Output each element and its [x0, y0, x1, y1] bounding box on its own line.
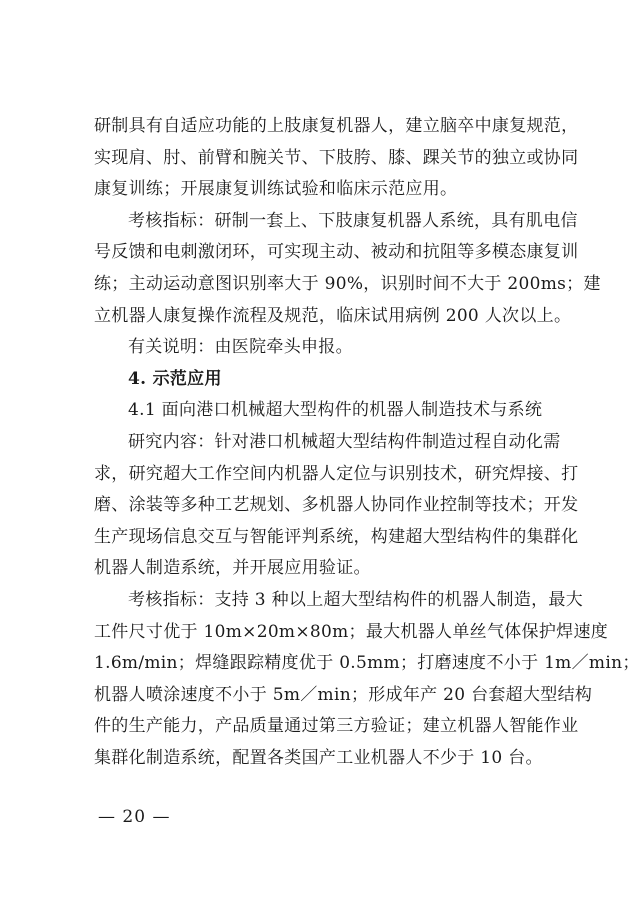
- text-line: 生产现场信息交互与智能评判系统，构建超大型结构件的集群化: [94, 526, 579, 547]
- text-line: 机器人制造系统，并开展应用验证。: [94, 558, 371, 579]
- text-line: 号反馈和电刺激闭环，可实现主动、被动和抗阻等多模态康复训: [94, 242, 579, 263]
- text-line: 考核指标：研制一套上、下肢康复机器人系统，具有肌电信: [128, 210, 578, 231]
- text-line: 件的生产能力，产品质量通过第三方验证；建立机器人智能作业: [94, 716, 579, 737]
- section-heading: 4. 示范应用: [128, 368, 222, 389]
- text-line: 磨、涂装等多种工艺规划、多机器人协同作业控制等技术；开发: [94, 495, 579, 516]
- subsection-heading: 4.1 面向港口机械超大型构件的机器人制造技术与系统: [128, 400, 543, 421]
- text-line: 集群化制造系统，配置各类国产工业机器人不少于 10 台。: [94, 747, 543, 768]
- text-line: 求，研究超大工作空间内机器人定位与识别技术，研究焊接、打: [94, 463, 579, 484]
- text-line: 立机器人康复操作流程及规范，临床试用病例 200 人次以上。: [94, 305, 572, 326]
- text-line: 机器人喷涂速度不小于 5m／min；形成年产 20 台套超大型结构: [94, 684, 593, 705]
- text-line: 考核指标：支持 3 种以上超大型结构件的机器人制造，最大: [128, 589, 584, 610]
- text-line: 研制具有自适应功能的上肢康复机器人，建立脑卒中康复规范，: [94, 116, 579, 136]
- text-line: 实现肩、肘、前臂和腕关节、下肢胯、膝、踝关节的独立或协同: [94, 147, 579, 168]
- text-line: 研究内容：针对港口机械超大型结构件制造过程自动化需: [128, 431, 561, 452]
- page-number: — 20 —: [98, 807, 171, 827]
- text-line: 有关说明：由医院牵头申报。: [128, 337, 353, 358]
- text-line: 工件尺寸优于 10m×20m×80m；最大机器人单丝气体保护焊速度: [94, 621, 609, 642]
- text-line: 练；主动运动意图识别率大于 90%，识别时间不大于 200ms；建: [94, 273, 601, 294]
- text-line: 1.6m/min；焊缝跟踪精度优于 0.5mm；打磨速度不小于 1m／min；: [94, 653, 640, 674]
- body-text: [94, 111, 640, 774]
- text-line: 康复训练；开展康复训练试验和临床示范应用。: [94, 179, 458, 200]
